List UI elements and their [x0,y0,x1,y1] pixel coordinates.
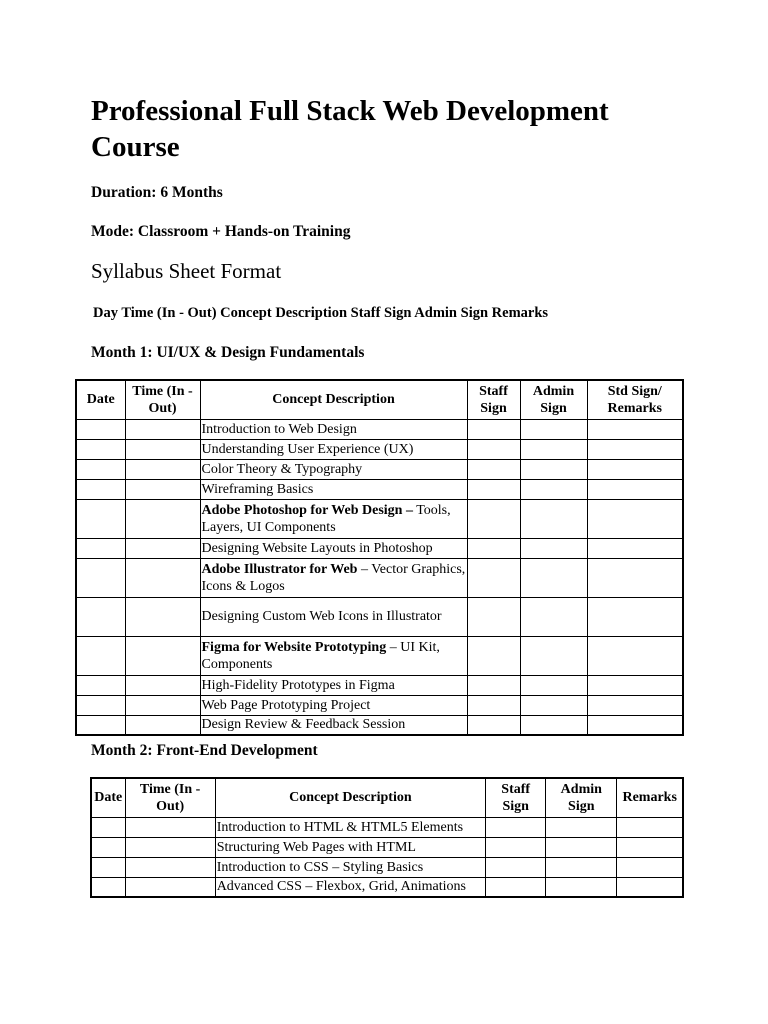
admin-sign-cell [520,558,587,597]
staff-sign-cell [467,675,520,695]
remarks-cell [587,636,683,675]
column-header: Staff Sign [467,380,520,419]
remarks-cell [587,675,683,695]
concept-description-cell [200,499,467,538]
admin-sign-cell [520,479,587,499]
month2-table-body [91,817,683,897]
remarks-cell [587,558,683,597]
date-cell [91,837,125,857]
table-row [76,419,683,439]
admin-sign-cell [520,538,587,558]
table-row [76,675,683,695]
concept-description-cell [200,538,467,558]
concept-description-cell [200,695,467,715]
format-line: Day Time (In - Out) Concept Description Staff Sign Admin Sign Remarks [93,305,549,321]
month2-table [90,777,684,898]
admin-sign-cell [520,695,587,715]
date-cell [76,715,125,735]
mode-text: Mode: Classroom + Hands-on Training [91,223,351,240]
date-cell [76,439,125,459]
remarks-cell [617,837,683,857]
concept-description-cell [200,439,467,459]
concept-description-cell [200,419,467,439]
date-cell [91,817,125,837]
concept-text: Understanding User Experience (UX) [201,441,414,457]
remarks-cell [587,479,683,499]
concept-description-cell [215,817,485,837]
date-cell [76,459,125,479]
time-cell [125,439,200,459]
time-cell [125,817,215,837]
date-cell [76,538,125,558]
table-row [76,499,683,538]
admin-sign-cell [546,817,617,837]
column-header: Staff Sign [486,778,546,817]
column-header: Time (In - Out) [125,778,215,817]
time-cell [125,538,200,558]
concept-description-cell [215,837,485,857]
time-cell [125,857,215,877]
remarks-cell [587,419,683,439]
table-row [76,695,683,715]
time-cell [125,419,200,439]
date-cell [76,636,125,675]
staff-sign-cell [467,695,520,715]
concept-text: Wireframing Basics [201,481,314,497]
concept-title: Adobe Illustrator for Web [201,561,358,577]
admin-sign-cell [520,419,587,439]
date-cell [76,558,125,597]
month1-heading: Month 1: UI/UX & Design Fundamentals [91,344,365,361]
staff-sign-cell [467,538,520,558]
remarks-cell [587,597,683,636]
table-row [76,636,683,675]
page-title: Professional Full Stack Web Development Course [91,95,609,163]
staff-sign-cell [467,558,520,597]
month1-table [75,379,684,736]
time-cell [125,715,200,735]
time-cell [125,558,200,597]
date-cell [91,877,125,897]
remarks-cell [587,715,683,735]
table-row [76,479,683,499]
admin-sign-cell [546,877,617,897]
admin-sign-cell [520,499,587,538]
remarks-cell [617,817,683,837]
concept-description-cell [200,675,467,695]
column-header: Remarks [617,778,683,817]
column-header: Admin Sign [520,380,587,419]
concept-text: – Vector Graphics, Icons & Logos [201,561,466,594]
concept-description-cell [200,459,467,479]
column-header: Concept Description [215,778,485,817]
remarks-cell [617,877,683,897]
admin-sign-cell [520,597,587,636]
date-cell [76,419,125,439]
concept-description-cell [215,857,485,877]
concept-text: Structuring Web Pages with HTML [216,839,416,855]
concept-text: Designing Custom Web Icons in Illustrator [201,609,442,624]
time-cell [125,479,200,499]
staff-sign-cell [467,499,520,538]
time-cell [125,877,215,897]
date-cell [76,675,125,695]
table-row [91,877,683,897]
table-header-row [76,380,683,419]
table-header-row [91,778,683,817]
table-row [91,837,683,857]
date-cell [76,479,125,499]
concept-description-cell [200,715,467,735]
admin-sign-cell [520,439,587,459]
time-cell [125,695,200,715]
duration-text: Duration: 6 Months [91,184,223,201]
concept-text: High-Fidelity Prototypes in Figma [201,677,395,693]
concept-text: Web Page Prototyping Project [201,697,371,713]
section-heading: Syllabus Sheet Format [91,259,282,283]
table-row [76,715,683,735]
admin-sign-cell [520,459,587,479]
table-row [76,459,683,479]
admin-sign-cell [520,715,587,735]
remarks-cell [587,695,683,715]
date-cell [91,857,125,877]
column-header: Std Sign/ Remarks [587,380,683,419]
column-header: Concept Description [200,380,467,419]
concept-title: Adobe Photoshop for Web Design – [201,502,413,518]
concept-text: Color Theory & Typography [201,461,363,477]
column-header: Time (In - Out) [125,380,200,419]
admin-sign-cell [546,837,617,857]
month2-heading: Month 2: Front-End Development [91,742,318,759]
staff-sign-cell [486,837,546,857]
date-cell [76,499,125,538]
table-row [91,857,683,877]
concept-text: Introduction to Web Design [201,421,357,437]
table-row [91,817,683,837]
staff-sign-cell [467,479,520,499]
time-cell [125,597,200,636]
time-cell [125,837,215,857]
staff-sign-cell [486,857,546,877]
admin-sign-cell [546,857,617,877]
concept-title: Figma for Website Prototyping [201,639,387,655]
staff-sign-cell [467,439,520,459]
concept-text: Introduction to HTML & HTML5 Elements [216,819,464,835]
time-cell [125,675,200,695]
concept-text: Introduction to CSS – Styling Basics [216,859,424,875]
staff-sign-cell [486,877,546,897]
staff-sign-cell [467,459,520,479]
concept-description-cell [200,636,467,675]
time-cell [125,636,200,675]
concept-text: – UI Kit, Components [201,639,440,672]
time-cell [125,499,200,538]
remarks-cell [587,439,683,459]
admin-sign-cell [520,675,587,695]
concept-description-cell [200,479,467,499]
month1-table-body [76,419,683,735]
column-header: Admin Sign [546,778,617,817]
column-header: Date [76,380,125,419]
staff-sign-cell [467,715,520,735]
staff-sign-cell [467,597,520,636]
date-cell [76,695,125,715]
remarks-cell [587,459,683,479]
date-cell [76,597,125,636]
concept-text: Advanced CSS – Flexbox, Grid, Animations [216,879,466,895]
staff-sign-cell [467,419,520,439]
admin-sign-cell [520,636,587,675]
table-row [76,558,683,597]
concept-description-cell [215,877,485,897]
concept-description-cell [200,558,467,597]
staff-sign-cell [467,636,520,675]
time-cell [125,459,200,479]
staff-sign-cell [486,817,546,837]
remarks-cell [617,857,683,877]
remarks-cell [587,499,683,538]
concept-text: Tools, Layers, UI Components [201,502,451,535]
table-row [76,538,683,558]
column-header: Date [91,778,125,817]
remarks-cell [587,538,683,558]
concept-text: Designing Website Layouts in Photoshop [201,540,433,556]
table-row [76,439,683,459]
table-row [76,597,683,636]
concept-text: Design Review & Feedback Session [201,717,406,733]
concept-description-cell [200,597,467,636]
